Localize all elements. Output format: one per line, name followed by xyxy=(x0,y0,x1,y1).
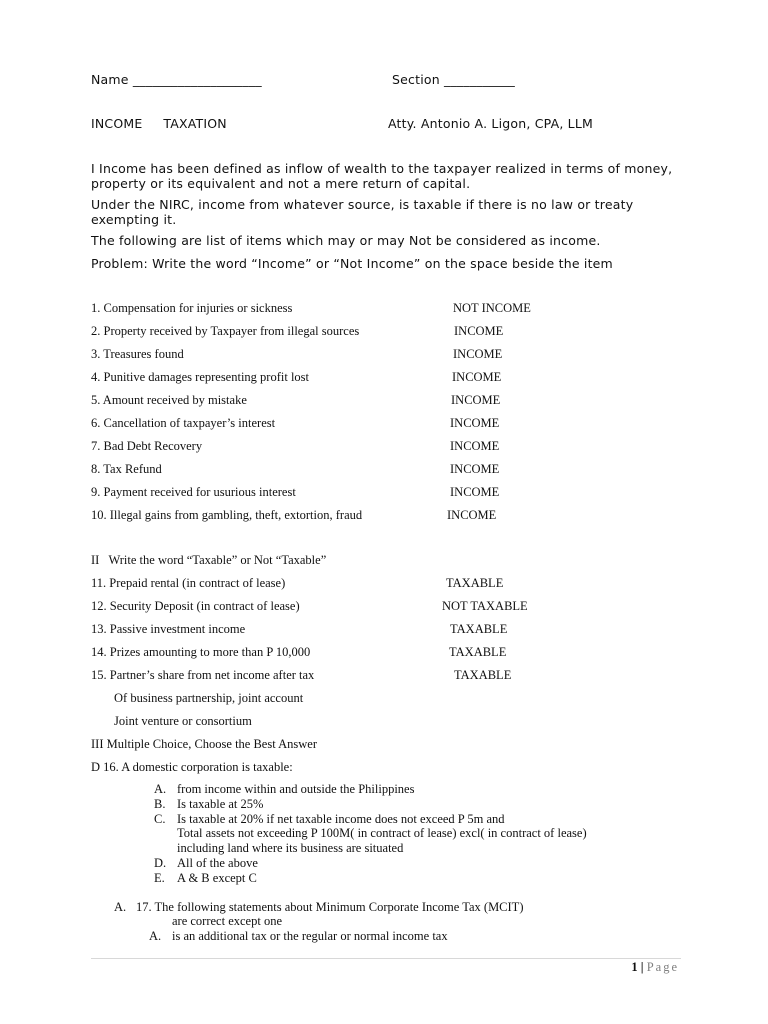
option-text: is an additional tax or the regular or normal income tax xyxy=(172,929,448,943)
item-answer: INCOME xyxy=(452,370,502,384)
option-letter: A. xyxy=(154,782,167,796)
item-text: 14. Prizes amounting to more than P 10,000 xyxy=(91,645,311,659)
item-answer: TAXABLE xyxy=(449,645,507,659)
item-text: 6. Cancellation of taxpayer’s interest xyxy=(91,416,276,430)
question-17-answer: A. xyxy=(114,900,127,914)
option-letter: C. xyxy=(154,812,166,826)
intro-paragraph-2: Under the NIRC, income from whatever source, is taxable if there is no law or treaty exempting it. xyxy=(91,197,634,227)
item-text: 12. Security Deposit (in contract of lease) xyxy=(91,599,300,613)
course-title: INCOME TAXATION xyxy=(91,116,227,131)
item-continuation: Of business partnership, joint account xyxy=(114,691,304,705)
item-text: 8. Tax Refund xyxy=(91,462,162,476)
instructor-name: Atty. Antonio A. Ligon, CPA, LLM xyxy=(388,116,593,131)
option-text: including land where its business are situated xyxy=(177,841,404,855)
option-text: A & B except C xyxy=(177,871,257,885)
item-continuation: Joint venture or consortium xyxy=(114,714,252,728)
item-answer: TAXABLE xyxy=(450,622,508,636)
option-text: from income within and outside the Philippines xyxy=(177,782,415,796)
item-text: 13. Passive investment income xyxy=(91,622,246,636)
question-16: D 16. A domestic corporation is taxable: xyxy=(91,760,293,774)
page-footer xyxy=(631,960,679,975)
item-answer: NOT TAXABLE xyxy=(442,599,528,613)
item-answer: INCOME xyxy=(450,485,500,499)
option-letter: E. xyxy=(154,871,165,885)
item-text: 2. Property received by Taxpayer from illegal sources xyxy=(91,324,360,338)
item-answer: TAXABLE xyxy=(446,576,504,590)
footer-separator: | xyxy=(640,960,644,974)
item-text: 15. Partner’s share from net income after tax xyxy=(91,668,315,682)
item-text: 11. Prepaid rental (in contract of lease) xyxy=(91,576,286,590)
option-text: All of the above xyxy=(177,856,258,870)
item-answer: NOT INCOME xyxy=(453,301,531,315)
intro-paragraph-1: I Income has been defined as inflow of wealth to the taxpayer realized in terms of money, property or its equivalent and not a mere return of capital. xyxy=(91,161,673,191)
part3-heading: III Multiple Choice, Choose the Best Answer xyxy=(91,737,318,751)
page-number: 1 xyxy=(631,960,638,974)
item-answer: INCOME xyxy=(454,324,504,338)
option-letter: A. xyxy=(149,929,162,943)
item-answer: INCOME xyxy=(450,462,500,476)
question-17: 17. The following statements about Minimum Corporate Income Tax (MCIT) xyxy=(136,900,524,914)
option-letter: B. xyxy=(154,797,166,811)
item-text: 10. Illegal gains from gambling, theft, extortion, fraud xyxy=(91,508,363,522)
item-text: 4. Punitive damages representing profit lost xyxy=(91,370,310,384)
item-answer: INCOME xyxy=(453,347,503,361)
option-text: Total assets not exceeding P 100M( in contract of lease) excl( in contract of lease) xyxy=(177,826,587,840)
item-text: 9. Payment received for usurious interest xyxy=(91,485,296,499)
intro-paragraph-3: The following are list of items which may or may Not be considered as income. xyxy=(91,233,601,248)
item-text: 7. Bad Debt Recovery xyxy=(91,439,203,453)
part2-heading: II Write the word “Taxable” or Not “Taxable” xyxy=(91,553,327,567)
item-answer: INCOME xyxy=(450,416,500,430)
item-text: 1. Compensation for injuries or sickness xyxy=(91,301,293,315)
option-text: Is taxable at 20% if net taxable income does not exceed P 5m and xyxy=(177,812,505,826)
question-17-continuation: are correct except one xyxy=(172,914,282,928)
item-text: 5. Amount received by mistake xyxy=(91,393,247,407)
item-answer: INCOME xyxy=(447,508,497,522)
problem-instruction: Problem: Write the word “Income” or “Not Income” on the space beside the item xyxy=(91,256,613,271)
name-field-label: Name ____________________ xyxy=(91,72,262,87)
section-field-label: Section ___________ xyxy=(392,72,515,87)
footer-divider xyxy=(91,958,681,959)
item-text: 3. Treasures found xyxy=(91,347,184,361)
item-answer: TAXABLE xyxy=(454,668,512,682)
item-answer: INCOME xyxy=(451,393,501,407)
item-answer: INCOME xyxy=(450,439,500,453)
option-text: Is taxable at 25% xyxy=(177,797,264,811)
page-label: Page xyxy=(646,960,679,974)
option-letter: D. xyxy=(154,856,167,870)
